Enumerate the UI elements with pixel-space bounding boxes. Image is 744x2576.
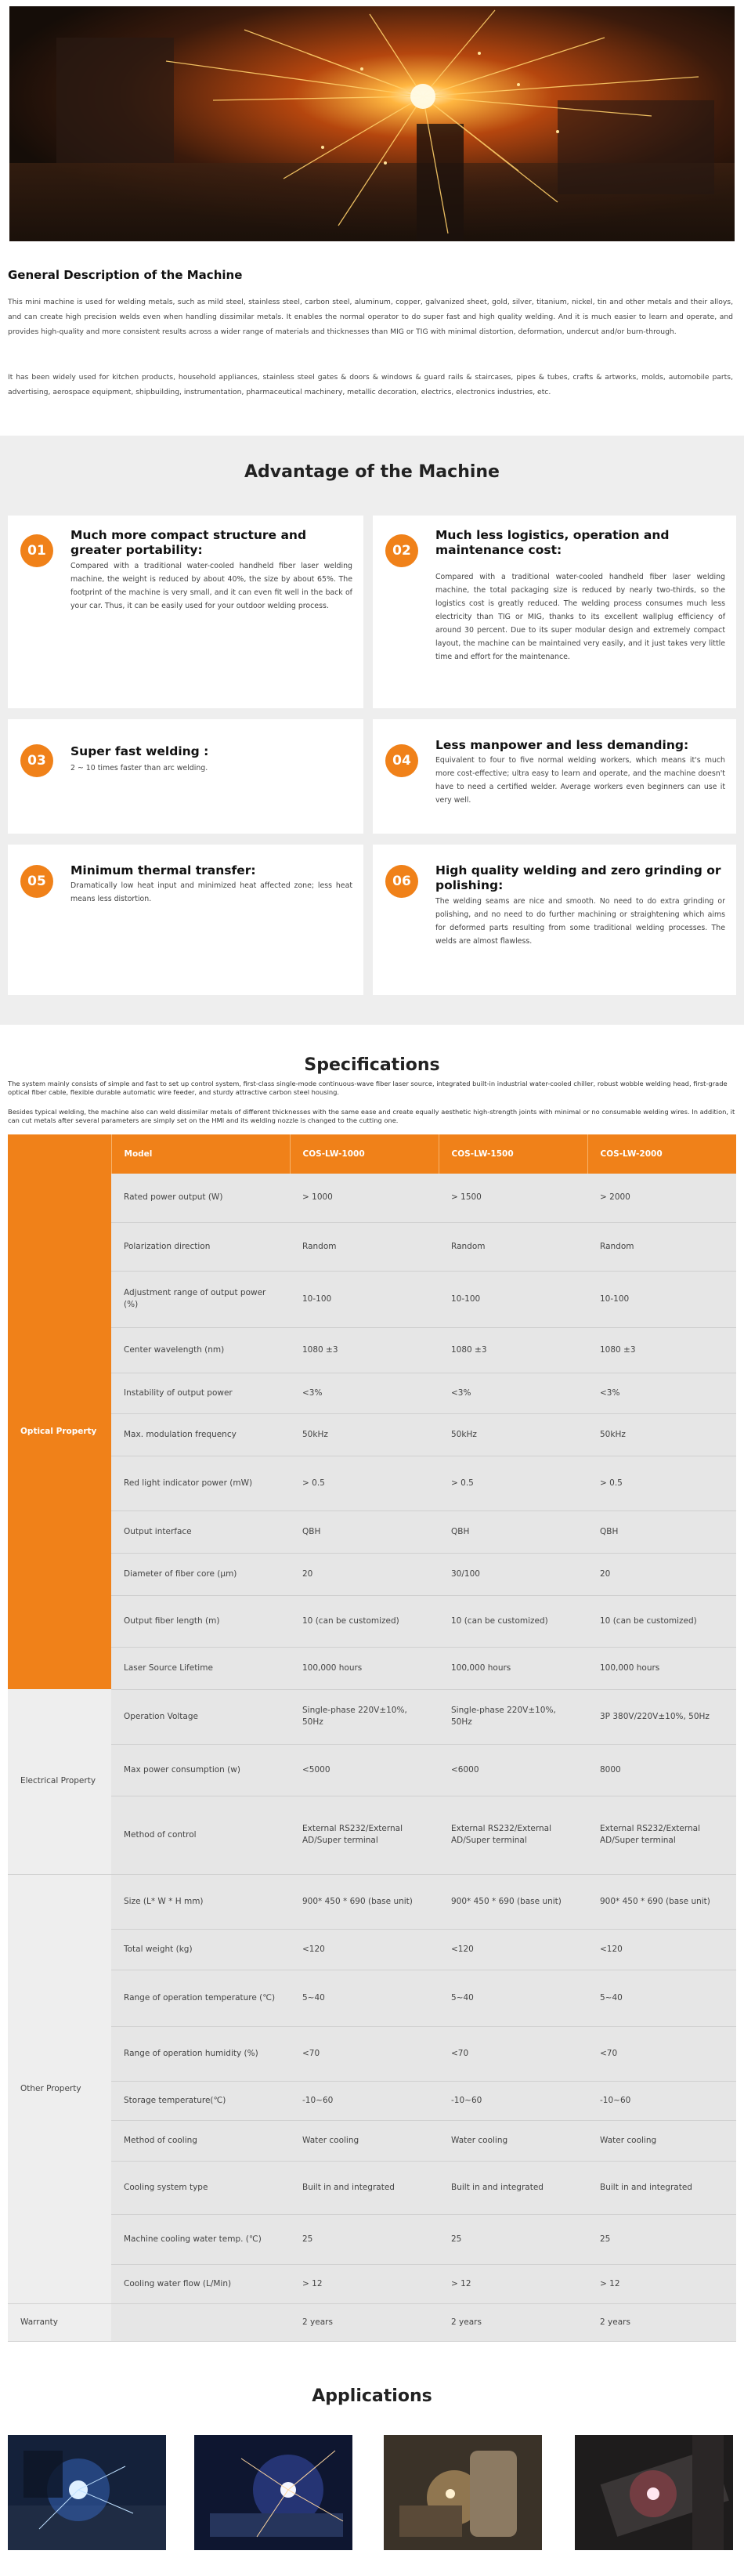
param-cell: Range of operation humidity (%) — [111, 2026, 290, 2081]
value-cell: 10-100 — [587, 1271, 736, 1327]
value-cell: 1080 ±3 — [587, 1327, 736, 1373]
param-cell: Max. modulation frequency — [111, 1413, 290, 1456]
value-cell: > 1000 — [290, 1174, 439, 1222]
value-cell: > 2000 — [587, 1174, 736, 1222]
param-cell — [111, 2303, 290, 2341]
application-image-4 — [575, 2435, 733, 2550]
value-cell: > 12 — [290, 2264, 439, 2303]
value-cell: Single-phase 220V±10%, 50Hz — [439, 1689, 587, 1744]
value-cell: <6000 — [439, 1744, 587, 1796]
value-cell: Water cooling — [439, 2120, 587, 2161]
param-cell: Instability of output power — [111, 1373, 290, 1413]
value-cell: 900* 450 * 690 (base unit) — [290, 1874, 439, 1929]
value-cell: 25 — [290, 2214, 439, 2264]
value-cell: > 0.5 — [587, 1456, 736, 1511]
value-cell: 100,000 hours — [290, 1647, 439, 1689]
table-row — [8, 1970, 736, 2026]
specifications-paragraph-1: The system mainly consists of simple and fast to set up control system, first-class single-mode continuous-wave fiber laser source, integrated built-in industrial water-cooled chiller, robust wobble welding head, first-grade optical fiber cable, flexible durable automatic wire feeder, and sturdy attractive carbon steel housing. — [8, 1080, 728, 1096]
param-cell: Storage temperature(℃) — [111, 2081, 290, 2120]
table-row — [8, 1744, 736, 1796]
advantage-card-title: Super fast welding : — [70, 744, 209, 758]
param-cell: Range of operation temperature (℃) — [111, 1970, 290, 2026]
value-cell: 30/100 — [439, 1553, 587, 1595]
table-row — [8, 1553, 736, 1595]
value-cell: QBH — [587, 1511, 736, 1553]
value-cell: > 12 — [439, 2264, 587, 2303]
value-cell: QBH — [439, 1511, 587, 1553]
table-row — [8, 1327, 736, 1373]
category-warranty: Warranty — [8, 2303, 111, 2341]
table-row — [8, 2303, 736, 2341]
value-cell: 100,000 hours — [439, 1647, 587, 1689]
general-description-paragraph-2: It has been widely used for kitchen products, household appliances, stainless steel gates & doors & windows & guard rails & staircases, pipes & tubes, crafts & artworks, molds, automobile parts, advertising, aerospace equipment, shipbuilding, instrumentation, pharmaceutical machinery, metallic decoration, electrics, electronics industries, etc. — [8, 373, 733, 396]
value-cell: 50kHz — [587, 1413, 736, 1456]
param-cell: Red light indicator power (mW) — [111, 1456, 290, 1511]
value-cell: 25 — [587, 2214, 736, 2264]
table-header-row — [8, 1134, 736, 1174]
param-cell: Operation Voltage — [111, 1689, 290, 1744]
number-badge: 04 — [385, 744, 418, 777]
param-cell: Adjustment range of output power (%) — [111, 1271, 290, 1327]
table-row — [8, 1689, 736, 1744]
value-cell: <70 — [290, 2026, 439, 2081]
general-description-title: General Description of the Machine — [8, 268, 243, 282]
value-cell: > 12 — [587, 2264, 736, 2303]
param-cell: Total weight (kg) — [111, 1929, 290, 1970]
value-cell: Random — [587, 1222, 736, 1271]
value-cell: 10 (can be customized) — [290, 1595, 439, 1647]
value-cell: QBH — [290, 1511, 439, 1553]
value-cell: 50kHz — [439, 1413, 587, 1456]
table-row — [8, 2264, 736, 2303]
value-cell: Built in and integrated — [439, 2161, 587, 2214]
value-cell: Water cooling — [290, 2120, 439, 2161]
param-cell: Max power consumption (w) — [111, 1744, 290, 1796]
header-model-3: COS-LW-2000 — [587, 1134, 736, 1174]
specifications-paragraph-2: Besides typical welding, the machine also can weld dissimilar metals of different thicknesses with the same ease and create equally aesthetic high-strength joints with minimal or no consumable welding wires. In addition, it can cut metals after several parameters are simply set on the HMI and its welding nozzle is changed to the cutting one. — [8, 1108, 735, 1124]
param-cell: Method of cooling — [111, 2120, 290, 2161]
value-cell: Water cooling — [587, 2120, 736, 2161]
advantage-card-text: Compared with a traditional water-cooled handheld fiber laser welding machine, the weight is reduced by about 40%, the size by about 65%. The footprint of the machine is very small, and it can even fit well in the back of your car. Thus, it can be easily used for your outdoor welding process. — [70, 562, 352, 610]
advantage-card-title: Less manpower and less demanding: — [435, 738, 689, 752]
header-blank — [8, 1134, 111, 1174]
param-cell: Center wavelength (nm) — [111, 1327, 290, 1373]
value-cell: External RS232/External AD/Super terminal — [439, 1796, 587, 1874]
value-cell: > 1500 — [439, 1174, 587, 1222]
application-image-1 — [8, 2435, 166, 2550]
value-cell: 2 years — [290, 2303, 439, 2341]
value-cell: 10-100 — [290, 1271, 439, 1327]
applications-title: Applications — [312, 2386, 432, 2406]
table-row — [8, 1647, 736, 1689]
advantage-title: Advantage of the Machine — [244, 462, 500, 482]
table-row — [8, 1595, 736, 1647]
value-cell: -10~60 — [290, 2081, 439, 2120]
table-row — [8, 2120, 736, 2161]
param-cell: Output fiber length (m) — [111, 1595, 290, 1647]
number-badge: 03 — [20, 744, 53, 777]
value-cell: 900* 450 * 690 (base unit) — [439, 1874, 587, 1929]
param-cell: Diameter of fiber core (μm) — [111, 1553, 290, 1595]
param-cell: Rated power output (W) — [111, 1174, 290, 1222]
header-model: Model — [111, 1134, 290, 1174]
value-cell: 5~40 — [290, 1970, 439, 2026]
general-description-paragraph-1: This mini machine is used for welding metals, such as mild steel, stainless steel, carbon steel, aluminum, copper, galvanized sheet, gold, silver, titanium, nickel, tin and other metals and their alloys, and can create high precision welds even when handling dissimilar metals. It enables the normal operator to do super fast and high quality welding. And it is much easier to learn and operate, and provides high-quality and more consistent results across a wider range of materials and thicknesses than MIG or TIG with minimal distortion, deformation, undercut and/or burn-through. — [8, 298, 733, 336]
value-cell: 1080 ±3 — [290, 1327, 439, 1373]
hero-image — [9, 6, 735, 241]
category-other: Other Property — [8, 1874, 111, 2303]
value-cell: External RS232/External AD/Super terminal — [587, 1796, 736, 1874]
advantage-card-title: High quality welding and zero grinding or polishing: — [435, 863, 721, 892]
specifications-table — [8, 1134, 736, 2342]
value-cell: 5~40 — [439, 1970, 587, 2026]
advantage-card-title: Minimum thermal transfer: — [70, 863, 256, 877]
number-badge: 06 — [385, 865, 418, 898]
value-cell: 8000 — [587, 1744, 736, 1796]
value-cell: <120 — [587, 1929, 736, 1970]
value-cell: Built in and integrated — [290, 2161, 439, 2214]
category-optical: Optical Property — [8, 1174, 111, 1689]
value-cell: <70 — [587, 2026, 736, 2081]
advantage-card-02 — [373, 516, 736, 708]
table-row — [8, 1271, 736, 1327]
advantage-card-text: Equivalent to four to five normal welding workers, which means it's much more cost-effective; ultra easy to learn and operate, and the machine doesn't have to need a certified welder. Average workers even beginners can use it very well. — [435, 756, 725, 805]
value-cell: <3% — [587, 1373, 736, 1413]
value-cell: 10-100 — [439, 1271, 587, 1327]
table-row — [8, 1456, 736, 1511]
value-cell: 900* 450 * 690 (base unit) — [587, 1874, 736, 1929]
advantage-card-01 — [8, 516, 363, 708]
value-cell: Built in and integrated — [587, 2161, 736, 2214]
value-cell: > 0.5 — [290, 1456, 439, 1511]
advantage-card-text: 2 ~ 10 times faster than arc welding. — [70, 764, 208, 772]
value-cell: Single-phase 220V±10%, 50Hz — [290, 1689, 439, 1744]
table-row — [8, 1796, 736, 1874]
advantage-card-text: Compared with a traditional water-cooled handheld fiber laser welding machine, the total packaging size is reduced by nearly two-thirds, so the logistics cost is greatly reduced. The welding process consumes much less electricity than TIG or MIG, thanks to its excellent wallplug efficiency of around 30 percent. Due to its super modular design and extremely compact layout, the machine can be maintained very easily, and it just takes very little time and effort for the maintenance. — [435, 573, 725, 661]
param-cell: Laser Source Lifetime — [111, 1647, 290, 1689]
value-cell: 2 years — [587, 2303, 736, 2341]
value-cell: External RS232/External AD/Super terminal — [290, 1796, 439, 1874]
value-cell: -10~60 — [587, 2081, 736, 2120]
param-cell: Output interface — [111, 1511, 290, 1553]
advantage-card-title: Much less logistics, operation and maintenance cost: — [435, 528, 670, 557]
param-cell: Size (L* W * H mm) — [111, 1874, 290, 1929]
advantage-card-text: Dramatically low heat input and minimized heat affected zone; less heat means less distortion. — [70, 881, 352, 903]
param-cell: Polarization direction — [111, 1222, 290, 1271]
value-cell: 2 years — [439, 2303, 587, 2341]
table-row — [8, 1413, 736, 1456]
header-model-2: COS-LW-1500 — [439, 1134, 587, 1174]
value-cell: > 0.5 — [439, 1456, 587, 1511]
value-cell: 50kHz — [290, 1413, 439, 1456]
param-cell: Cooling system type — [111, 2161, 290, 2214]
value-cell: 20 — [290, 1553, 439, 1595]
value-cell: <3% — [290, 1373, 439, 1413]
table-row — [8, 2081, 736, 2120]
table-row — [8, 1874, 736, 1929]
param-cell: Method of control — [111, 1796, 290, 1874]
table-row — [8, 1222, 736, 1271]
param-cell: Cooling water flow (L/Min) — [111, 2264, 290, 2303]
advantage-card-04 — [373, 719, 736, 834]
table-row — [8, 1373, 736, 1413]
value-cell: 20 — [587, 1553, 736, 1595]
advantage-card-05 — [8, 845, 363, 995]
value-cell: Random — [439, 1222, 587, 1271]
value-cell: <120 — [439, 1929, 587, 1970]
value-cell: Random — [290, 1222, 439, 1271]
table-row — [8, 2161, 736, 2214]
table-row — [8, 1929, 736, 1970]
value-cell: -10~60 — [439, 2081, 587, 2120]
value-cell: 3P 380V/220V±10%, 50Hz — [587, 1689, 736, 1744]
advantage-card-title: Much more compact structure and greater portability: — [70, 528, 307, 557]
value-cell: 10 (can be customized) — [587, 1595, 736, 1647]
welding-sparks-illustration — [9, 6, 735, 241]
value-cell: 5~40 — [587, 1970, 736, 2026]
value-cell: 100,000 hours — [587, 1647, 736, 1689]
application-image-2 — [194, 2435, 352, 2550]
advantage-section — [0, 436, 744, 1025]
advantage-card-06 — [373, 845, 736, 995]
application-image-3 — [384, 2435, 542, 2550]
table-row — [8, 2214, 736, 2264]
value-cell: 1080 ±3 — [439, 1327, 587, 1373]
value-cell: <120 — [290, 1929, 439, 1970]
param-cell: Machine cooling water temp. (℃) — [111, 2214, 290, 2264]
value-cell: <70 — [439, 2026, 587, 2081]
value-cell: <3% — [439, 1373, 587, 1413]
number-badge: 02 — [385, 534, 418, 567]
table-row — [8, 1174, 736, 1222]
advantage-card-text: The welding seams are nice and smooth. No need to do extra grinding or polishing, and no need to do further machining or straightening which aims for deformed parts resulting from some traditional welding processes. The welds are almost flawless. — [435, 897, 725, 946]
header-model-1: COS-LW-1000 — [290, 1134, 439, 1174]
category-electrical: Electrical Property — [8, 1689, 111, 1874]
advantage-card-03 — [8, 719, 363, 834]
specifications-title: Specifications — [304, 1055, 440, 1075]
number-badge: 01 — [20, 534, 53, 567]
table-row — [8, 1511, 736, 1553]
value-cell: 10 (can be customized) — [439, 1595, 587, 1647]
table-row — [8, 2026, 736, 2081]
number-badge: 05 — [20, 865, 53, 898]
value-cell: 25 — [439, 2214, 587, 2264]
value-cell: <5000 — [290, 1744, 439, 1796]
